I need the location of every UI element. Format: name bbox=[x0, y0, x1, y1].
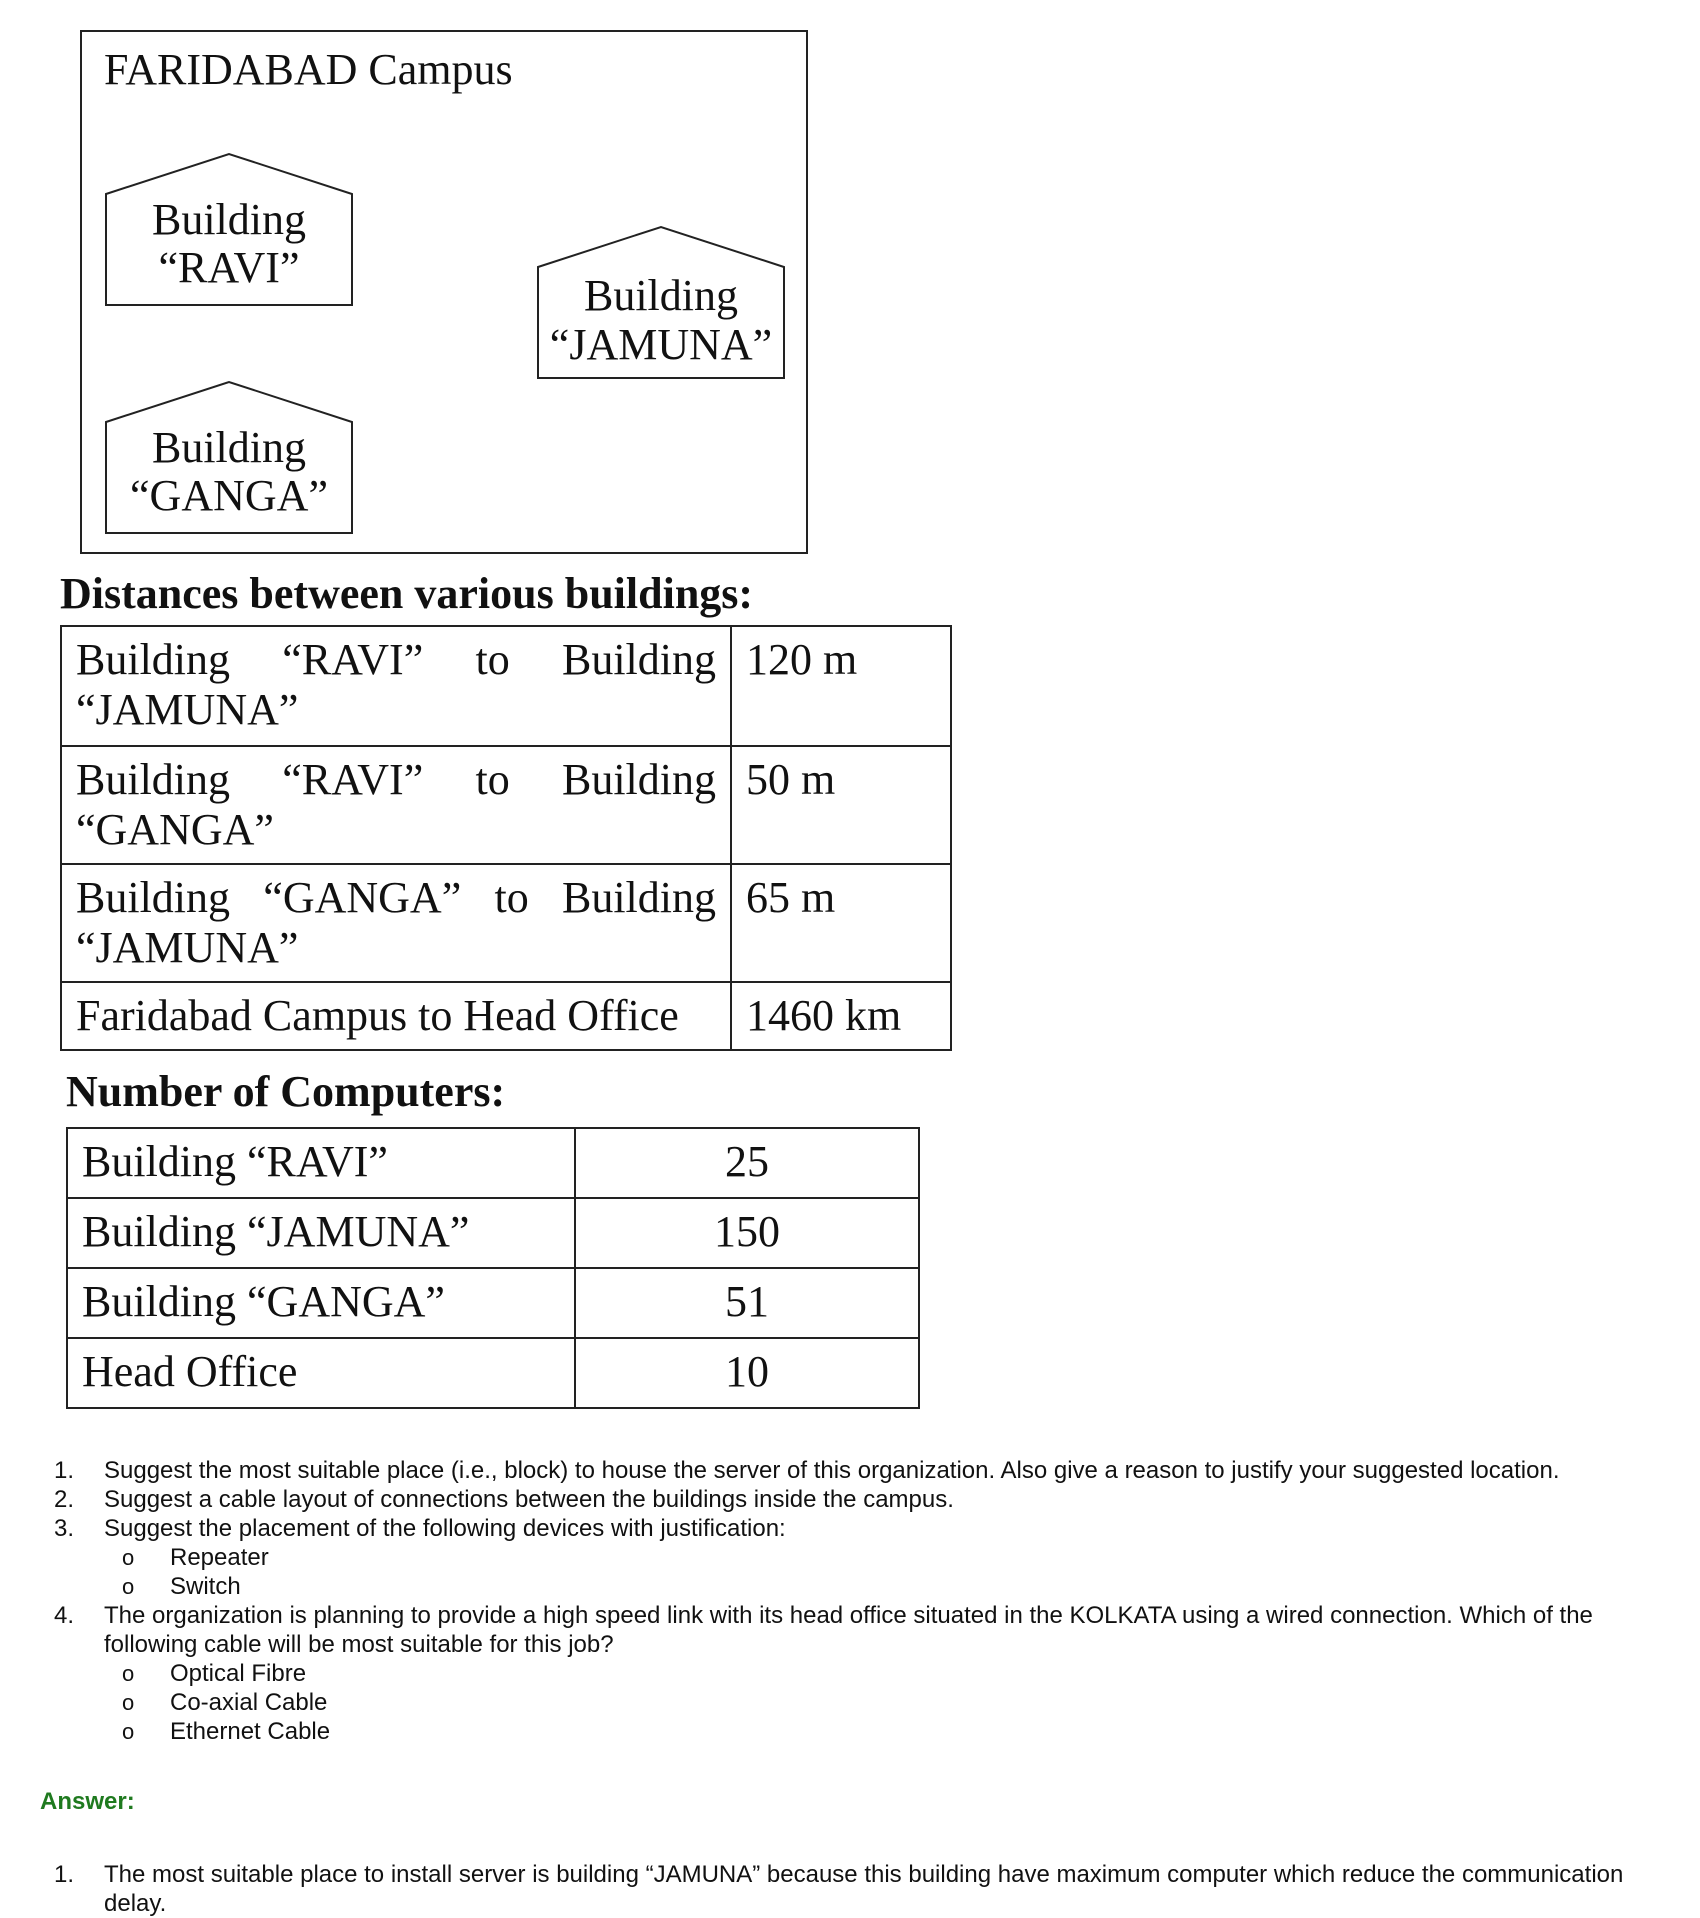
distance-value: 65 m bbox=[731, 864, 951, 982]
building-jamuna bbox=[536, 225, 786, 380]
question-number: 1. bbox=[54, 1457, 75, 1484]
table-row bbox=[67, 1128, 919, 1198]
question-text: Suggest the placement of the following devices with justification: bbox=[104, 1515, 786, 1542]
table-row bbox=[67, 1198, 919, 1268]
computers-value: 51 bbox=[575, 1268, 919, 1338]
computers-label: Building “GANGA” bbox=[67, 1268, 575, 1338]
option-list bbox=[104, 1659, 1646, 1746]
table-row bbox=[61, 746, 951, 864]
table-row bbox=[61, 864, 951, 982]
question-number: 4. bbox=[54, 1602, 75, 1629]
circle-bullet-icon: o bbox=[122, 1574, 135, 1599]
computers-label: Building “JAMUNA” bbox=[67, 1198, 575, 1268]
table-row bbox=[61, 626, 951, 746]
computers-label: Head Office bbox=[67, 1338, 575, 1408]
circle-bullet-icon: o bbox=[122, 1545, 135, 1570]
building-ravi bbox=[104, 152, 354, 307]
table-row bbox=[67, 1268, 919, 1338]
question-item bbox=[46, 1601, 1646, 1746]
option-text: Optical Fibre bbox=[170, 1660, 307, 1687]
option-text: Repeater bbox=[170, 1544, 269, 1571]
answer-number: 1. bbox=[54, 1861, 75, 1888]
circle-bullet-icon: o bbox=[122, 1719, 135, 1744]
question-item bbox=[46, 1514, 1646, 1601]
option-text: Ethernet Cable bbox=[170, 1718, 331, 1745]
circle-bullet-icon: o bbox=[122, 1690, 135, 1715]
list-item bbox=[104, 1543, 1646, 1572]
computers-label: Building “RAVI” bbox=[67, 1128, 575, 1198]
answer-list bbox=[46, 1860, 1646, 1918]
distance-label: Faridabad Campus to Head Office bbox=[61, 982, 731, 1050]
computers-heading: Number of Computers: bbox=[66, 1067, 506, 1116]
computers-value: 10 bbox=[575, 1338, 919, 1408]
answer-heading: Answer: bbox=[40, 1788, 135, 1815]
distance-label: Building “RAVI” to Building “GANGA” bbox=[61, 746, 731, 864]
answer-text: The most suitable place to install server is building “JAMUNA” because this building have maximum computer which reduce the communication delay. bbox=[104, 1861, 1624, 1917]
building-ravi-line1: Building bbox=[151, 195, 307, 244]
distances-table bbox=[60, 625, 952, 1051]
distance-value: 50 m bbox=[731, 746, 951, 864]
building-jamuna-line1: Building bbox=[583, 271, 739, 320]
distance-value: 1460 km bbox=[731, 982, 951, 1050]
table-row bbox=[61, 982, 951, 1050]
computers-table bbox=[66, 1127, 920, 1409]
question-number: 3. bbox=[54, 1515, 75, 1542]
option-list bbox=[104, 1543, 1646, 1601]
question-text: The organization is planning to provide a high speed link with its head office situated in the KOLKATA using a wired connection. Which of the following cable will be most suitable for this job? bbox=[104, 1602, 1593, 1658]
distances-heading: Distances between various buildings: bbox=[60, 569, 754, 618]
distance-label: Building “GANGA” to Building “JAMUNA” bbox=[61, 864, 731, 982]
question-text: Suggest the most suitable place (i.e., block) to house the server of this organization. Also give a reason to justify your suggested location. bbox=[104, 1457, 1560, 1484]
question-item bbox=[46, 1485, 1646, 1514]
question-text: Suggest a cable layout of connections between the buildings inside the campus. bbox=[104, 1486, 954, 1513]
distance-value: 120 m bbox=[731, 626, 951, 746]
table-row bbox=[67, 1338, 919, 1408]
option-text: Switch bbox=[170, 1573, 241, 1600]
building-ganga-line2: “GANGA” bbox=[130, 471, 328, 520]
building-ravi-line2: “RAVI” bbox=[158, 243, 300, 292]
option-text: Co-axial Cable bbox=[170, 1689, 328, 1716]
building-ganga bbox=[104, 380, 354, 535]
computers-value: 25 bbox=[575, 1128, 919, 1198]
list-item bbox=[104, 1717, 1646, 1746]
question-list bbox=[46, 1456, 1646, 1746]
question-number: 2. bbox=[54, 1486, 75, 1513]
question-item bbox=[46, 1456, 1646, 1485]
distance-label: Building “RAVI” to Building “JAMUNA” bbox=[61, 626, 731, 746]
building-jamuna-line2: “JAMUNA” bbox=[549, 320, 773, 369]
list-item bbox=[104, 1572, 1646, 1601]
campus-title: FARIDABAD Campus bbox=[104, 45, 513, 94]
list-item bbox=[104, 1688, 1646, 1717]
computers-value: 150 bbox=[575, 1198, 919, 1268]
list-item bbox=[104, 1659, 1646, 1688]
circle-bullet-icon: o bbox=[122, 1661, 135, 1686]
answer-item bbox=[46, 1860, 1646, 1918]
building-ganga-line1: Building bbox=[151, 423, 307, 472]
